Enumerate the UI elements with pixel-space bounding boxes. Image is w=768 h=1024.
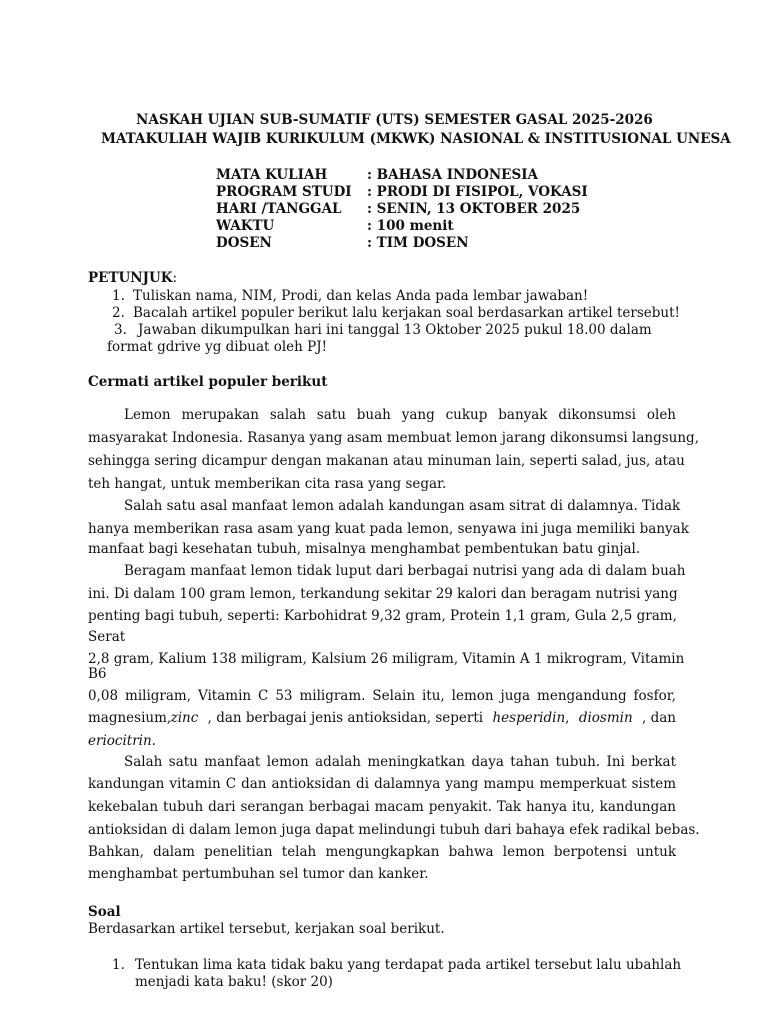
soal-heading: Soal [88, 904, 121, 920]
article-line [88, 733, 156, 749]
petunjuk-item-text: Bacalah artikel populer berikut lalu kerjakan soal berdasarkan artikel tersebut! [133, 305, 680, 321]
term-diosmin: diosmin [578, 710, 633, 726]
article-line: Beragam manfaat lemon tidak luput dari berbagai nutrisi yang ada di dalam buah [124, 563, 686, 579]
article-line: 0,08 miligram, Vitamin C 53 miligram. Selain itu, lemon juga mengandung fosfor, [88, 688, 676, 704]
article-line: Lemon merupakan salah satu buah yang cukup banyak dikonsumsi oleh [124, 407, 676, 423]
article-line: sehingga sering dicampur dengan makanan atau minuman lain, seperti salad, jus, atau [88, 453, 685, 469]
article-text: magnesium, [88, 710, 172, 726]
petunjuk-title: PETUNJUK [88, 270, 173, 286]
petunjuk-colon: : [172, 270, 178, 286]
info-value: : 100 menit [367, 218, 454, 234]
article-line: hanya memberikan rasa asam yang kuat pada lemon, senyawa ini juga memiliki banyak [88, 521, 689, 537]
info-value: : BAHASA INDONESIA [367, 167, 539, 183]
term-hesperidin: hesperidin [492, 710, 566, 726]
article-heading: Cermati artikel populer berikut [88, 374, 328, 390]
article-line: Salah satu asal manfaat lemon adalah kandungan asam sitrat di dalamnya. Tidak [124, 498, 681, 514]
info-label: MATA KULIAH [216, 167, 328, 183]
article-line: Serat [88, 629, 126, 645]
petunjuk-item-text: Jawaban dikumpulkan hari ini tanggal 13 Oktober 2025 pukul 18.00 dalam [138, 322, 652, 338]
article-line [88, 710, 676, 726]
info-label: DOSEN [216, 235, 272, 251]
petunjuk-heading [88, 270, 177, 286]
info-value: : TIM DOSEN [367, 235, 469, 251]
petunjuk-item-num: 2. [112, 305, 125, 321]
term-zinc: zinc [170, 710, 199, 726]
article-line: ini. Di dalam 100 gram lemon, terkandung sekitar 29 kalori dan beragam nutrisi yang [88, 586, 678, 602]
question-number: 1. [112, 957, 125, 973]
term-eriocitrin: eriocitrin [88, 733, 152, 749]
question-text: Tentukan lima kata tidak baku yang terdapat pada artikel tersebut lalu ubahlah [135, 957, 682, 973]
petunjuk-item-num: 1. [112, 288, 125, 304]
article-text: , dan [642, 710, 676, 726]
article-text: . [151, 733, 156, 749]
info-label: PROGRAM STUDI [216, 184, 352, 200]
info-value: : PRODI DI FISIPOL, VOKASI [367, 184, 588, 200]
article-text: , dan berbagai jenis antioksidan, seperti [207, 710, 484, 726]
info-label: WAKTU [216, 218, 275, 234]
article-line: teh hangat, untuk memberikan cita rasa yang segar. [88, 476, 447, 492]
info-value: : SENIN, 13 OKTOBER 2025 [367, 201, 581, 217]
info-label: HARI /TANGGAL [216, 201, 342, 217]
article-line: antioksidan di dalam lemon juga dapat melindungi tubuh dari bahaya efek radikal bebas. [88, 822, 700, 838]
article-line: penting bagi tubuh, seperti: Karbohidrat 9,32 gram, Protein 1,1 gram, Gula 2,5 gram, [88, 608, 677, 624]
article-line: menghambat pertumbuhan sel tumor dan kanker. [88, 866, 429, 882]
article-line: 2,8 gram, Kalium 138 miligram, Kalsium 26 miligram, Vitamin A 1 mikrogram, Vitamin [88, 651, 685, 667]
question-text-cont: menjadi kata baku! (skor 20) [135, 974, 333, 990]
article-line: Salah satu manfaat lemon adalah meningkatkan daya tahan tubuh. Ini berkat [124, 754, 676, 770]
article-line: manfaat bagi kesehatan tubuh, misalnya menghambat pembentukan batu ginjal. [88, 541, 641, 557]
petunjuk-item-text: Tuliskan nama, NIM, Prodi, dan kelas Anda pada lembar jawaban! [133, 288, 589, 304]
article-line: masyarakat Indonesia. Rasanya yang asam membuat lemon jarang dikonsumsi langsung, [88, 430, 699, 446]
petunjuk-item-num: 3. [114, 322, 127, 338]
soal-intro: Berdasarkan artikel tersebut, kerjakan soal berikut. [88, 921, 445, 937]
exam-title-line1: NASKAH UJIAN SUB-SUMATIF (UTS) SEMESTER GASAL 2025-2026 [136, 112, 653, 128]
article-text: , [565, 710, 570, 726]
article-line: kandungan vitamin C dan antioksidan di dalamnya yang mampu memperkuat sistem [88, 776, 676, 792]
article-line: B6 [88, 666, 107, 682]
article-line: Bahkan, dalam penelitian telah mengungkapkan bahwa lemon berpotensi untuk [88, 844, 676, 860]
exam-title-line2: MATAKULIAH WAJIB KURIKULUM (MKWK) NASIONAL & INSTITUSIONAL UNESA [101, 131, 731, 147]
petunjuk-item-text-cont: format gdrive yg dibuat oleh PJ! [107, 339, 328, 355]
article-line: kekebalan tubuh dari serangan berbagai macam penyakit. Tak hanya itu, kandungan [88, 799, 676, 815]
article-text [492, 710, 569, 726]
